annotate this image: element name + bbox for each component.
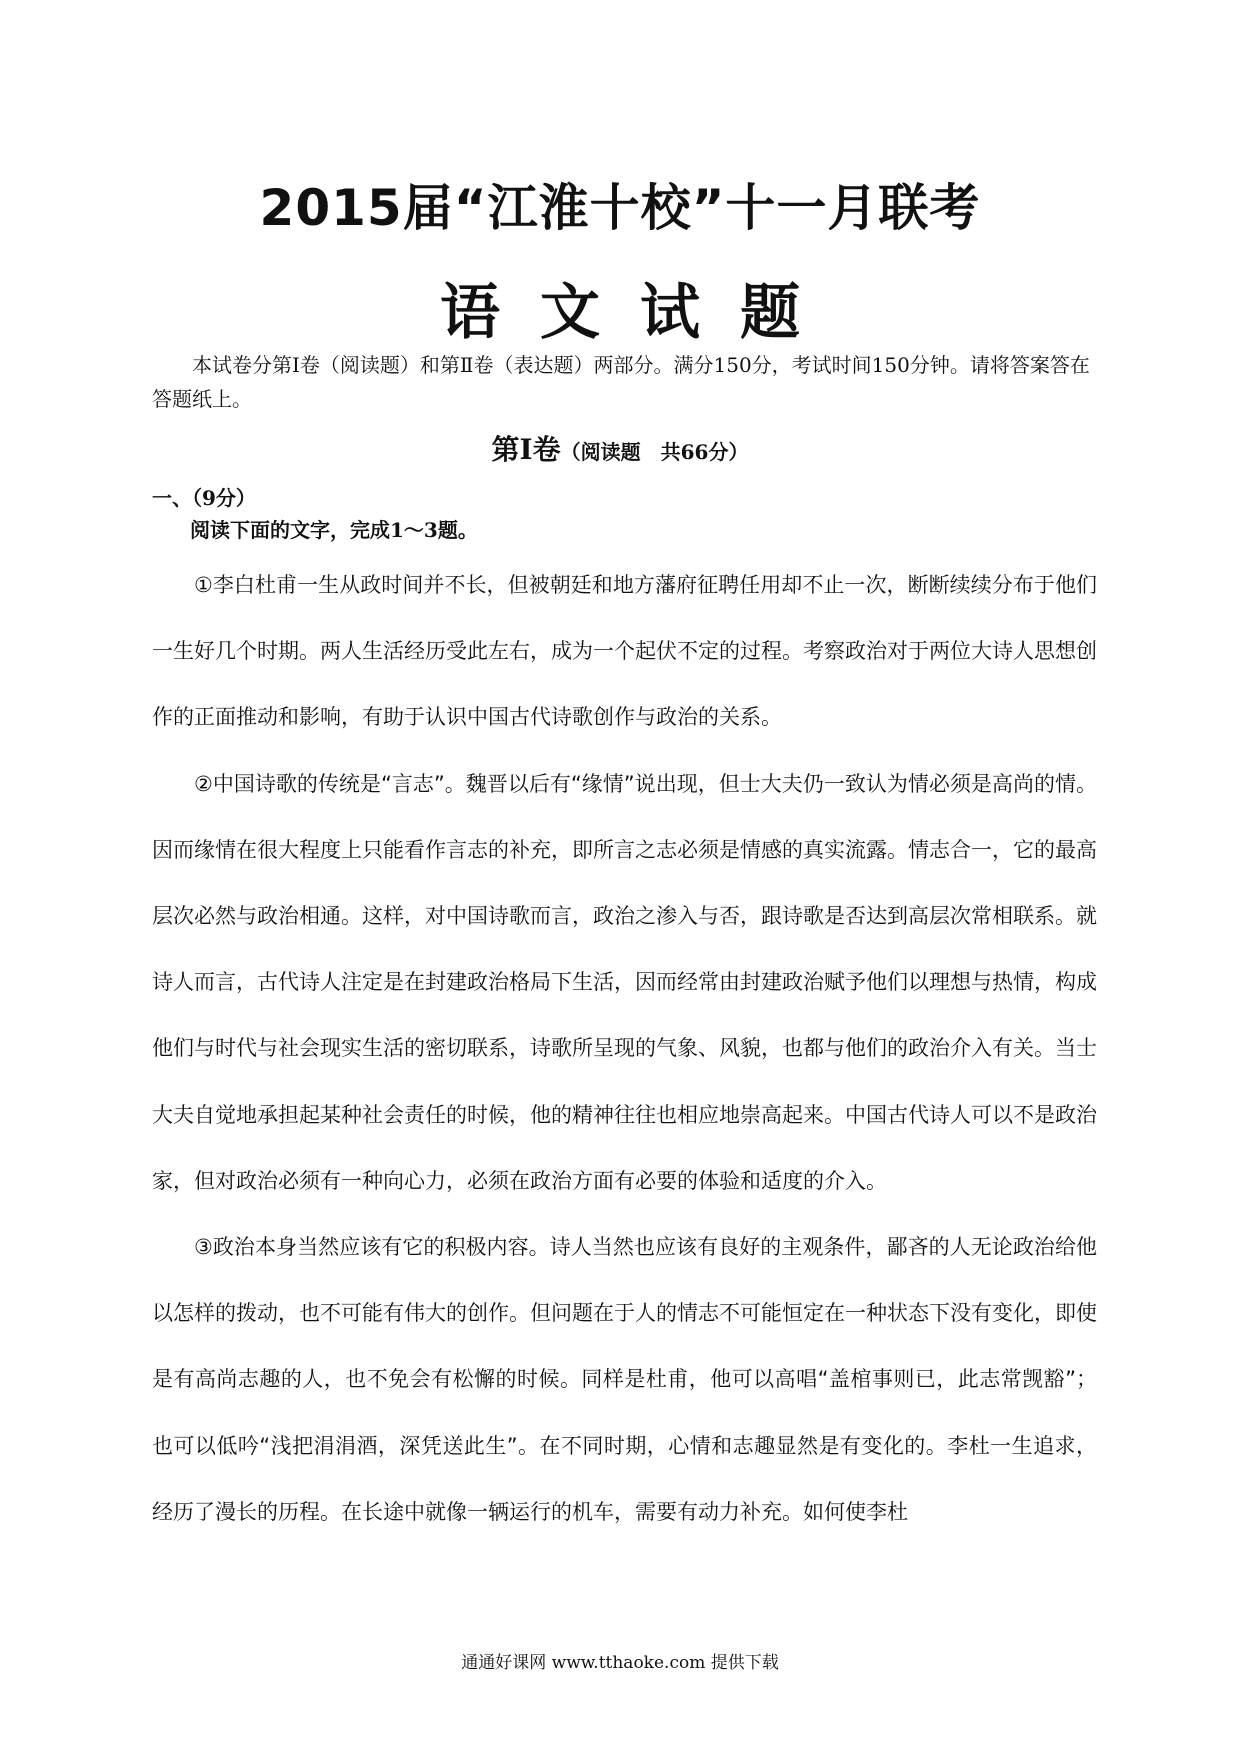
exam-subtitle: 语文试题 bbox=[440, 278, 840, 348]
page-footer: 通通好课网 www.tthaoke.com 提供下载 bbox=[461, 1653, 779, 1673]
paragraph-2: ②中国诗歌的传统是“言志”。魏晋以后有“缘情”说出现，但士大夫仍一致认为情必须是高尚的情。因而缘情在很大程度上只能看作言志的补充，即所言之志必须是情感的真实流露。情志合一，它的最高层次必然与政治相通。这样，对中国诗歌而言，政治之渗入与否，跟诗歌是否达到高层次常相联系。就诗人而言，古代诗人注定是在封建政治格局下生活，因而经常由封建政治赋予他们以理想与热情，构成他们与时代与社会现实生活的密切联系，诗歌所呈现的气象、风貌，也都与他们的政治介入有关。当士大夫自觉地承担起某种社会责任的时候，他的精神往往也相应地崇高起来。中国古代诗人可以不是政治家，但对政治必须有一种向心力，必须在政治方面有必要的体验和适度的介入。 bbox=[152, 771, 1097, 1193]
paragraph-1: ①李白杜甫一生从政时间并不长，但被朝廷和地方藩府征聘任用却不止一次，断断续续分布于他们一生好几个时期。两人生活经历受此左右，成为一个起伏不定的过程。考察政治对于两位大诗人思想创作的正面推动和影响，有助于认识中国古代诗歌创作与政治的关系。 bbox=[152, 573, 1097, 730]
reading-instruction: 阅读下面的文字，完成1～3题。 bbox=[190, 518, 478, 542]
question-header: 一、（9分） bbox=[152, 486, 256, 510]
reading-passage bbox=[152, 552, 1097, 1545]
section-sub: （阅读题 共66分） bbox=[560, 440, 749, 464]
exam-title: 2015届“江淮十校”十一月联考 bbox=[259, 179, 981, 237]
paragraph-3: ③政治本身当然应该有它的积极内容。诗人当然也应该有良好的主观条件，鄙吝的人无论政治给他以怎样的拨动，也不可能有伟大的创作。但问题在于人的情志不可能恒定在一种状态下没有变化，即使是有高尚志趣的人，也不免会有松懈的时候。同样是杜甫，他可以高唱“盖棺事则已，此志常觊豁”；也可以低吟“浅把涓涓酒，深凭送此生”。在不同时期，心情和志趣显然是有变化的。李杜一生追求，经历了漫长的历程。在长途中就像一辆运行的机车，需要有动力补充。如何使李杜 bbox=[152, 1235, 1097, 1524]
section-main: 第Ⅰ卷 bbox=[491, 433, 561, 466]
section-heading bbox=[0, 428, 1240, 468]
exam-intro: 本试卷分第Ⅰ卷（阅读题）和第Ⅱ卷（表达题）两部分。满分150分，考试时间150分钟。请将答案答在答题纸上。 bbox=[152, 353, 1090, 411]
